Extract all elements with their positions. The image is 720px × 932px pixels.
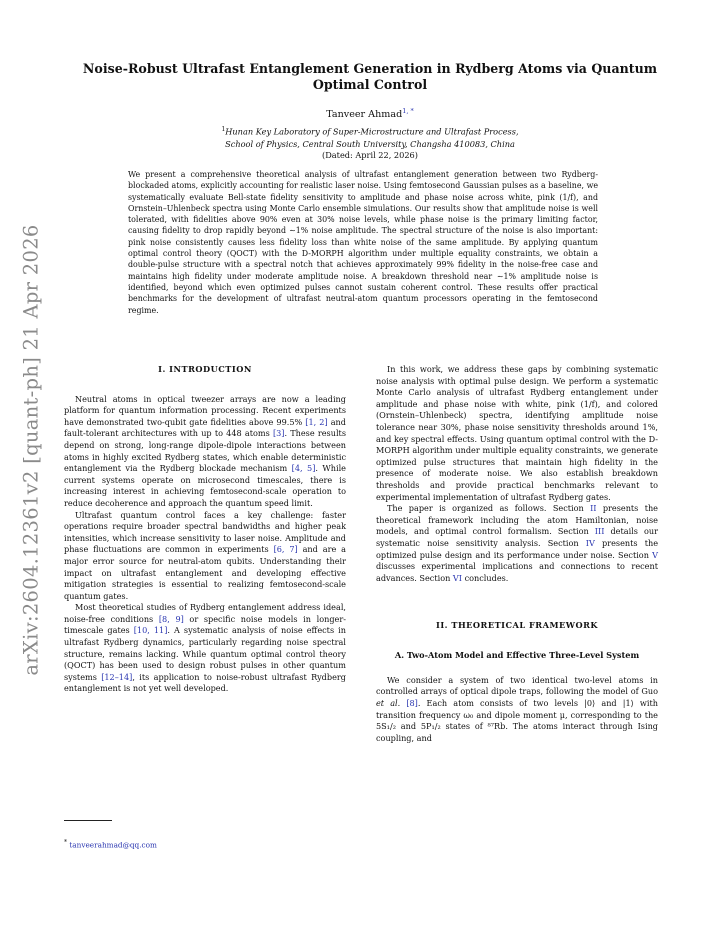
citation-link[interactable]: [3] [272, 428, 285, 439]
right-column [376, 364, 658, 744]
et-al-text: et al. [376, 698, 401, 709]
section-link[interactable]: IV [585, 537, 595, 548]
paragraph-text: discusses experimental implications and connections to recent advances. Section [376, 561, 658, 583]
affiliation-mark: 1 [221, 126, 226, 133]
footnote-rule [64, 820, 112, 821]
paragraph [376, 503, 658, 584]
footnote [64, 839, 157, 849]
affiliation-line-2: School of Physics, Central South University, Changsha 410083, China [225, 138, 515, 149]
affiliation [70, 124, 670, 150]
author-marks[interactable]: 1, * [402, 107, 414, 115]
subsection-heading-two-atom-model: A. Two-Atom Model and Effective Three-Level System [394, 649, 640, 660]
citation-link[interactable]: [8] [406, 698, 418, 709]
author-name: Tanveer Ahmad [326, 109, 403, 121]
paragraph-text: details our systematic noise sensitivity analysis. Section [376, 526, 658, 548]
paragraph: In this work, we address these gaps by combining systematic noise analysis with optimal pulse design. We perform a systematic Monte Carlo analysis of ultrafast Rydberg entanglement under amplitude and phase noise with white, pink (1/f), and colored (Ornstein–Uhlenbeck) spectra, identifying amplitude noise tolerance near 30%, phase noise sensitivity thresholds around 1%, and key spectral effects. Using quantum optimal control with the D-MORPH algorithm under multiple equality constraints, we generate optimized pulse structures that maintain high fidelity in the presence of moderate noise. We also establish breakdown thresholds and provide practical benchmarks relevant to experimental implementation of ultrafast Rydberg gates. [376, 364, 658, 502]
paragraph-text: . Each atom consists of two levels |0⟩ and |1⟩ with transition frequency ω₀ and dipole moment μ, corresponding to the 5S₁/₂ and 5P₁/₂ states of ⁸⁷Rb. The atoms interact through Ising coupling, and [376, 698, 658, 743]
paragraph-text: Most theoretical studies of Rydberg entanglement address ideal, noise-free conditions [64, 602, 346, 624]
section-link[interactable]: II [590, 503, 597, 514]
footnote-mark: * [64, 839, 68, 846]
paragraph-text: and are a major error source for neutral-atom qubits. Understanding their impact on ultrafast entanglement and developing effective mitigation strategies is essential to realizing femtosecond-scale quantum gates. [64, 544, 346, 601]
citation-link[interactable]: [6, 7] [273, 544, 298, 555]
paragraph-text: The paper is organized as follows. Section [387, 503, 591, 514]
affiliation-line-1: Hunan Key Laboratory of Super-Microstructure and Ultrafast Process, [225, 126, 519, 137]
paragraph-text: Neutral atoms in optical tweezer arrays are now a leading platform for quantum information processing. Recent experiments have demonstrated two-qubit gate fidelities above 99.5% [64, 393, 346, 427]
paragraph-text: , its application to noise-robust ultrafast Rydberg entanglement is not yet well developed. [64, 671, 346, 694]
citation-link[interactable]: [12–14] [101, 671, 133, 682]
email-link[interactable]: tanveerahmad@qq.com [69, 840, 157, 850]
paragraph-text: . A systematic analysis of noise effects in ultrafast Rydberg dynamics, particularly regarding noise spectral structure, remains lacking. While quantum optimal control theory (QOCT) has been used to design robust pulses in other quantum systems [64, 625, 346, 682]
section-link[interactable]: III [594, 526, 605, 537]
left-column [64, 364, 346, 695]
paper-title: Noise-Robust Ultrafast Entanglement Generation in Rydberg Atoms via Quantum Optimal Control [82, 61, 658, 92]
citation-link[interactable]: [1, 2] [305, 416, 328, 427]
paragraph [64, 602, 346, 695]
paragraph-text: Ultrafast quantum control faces a key challenge: faster operations require broader spectral bandwidths and higher peak intensities, which increase sensitivity to laser noise. Amplitude and phase fluctuations are common in experiments [64, 509, 346, 555]
abstract: We present a comprehensive theoretical analysis of ultrafast entanglement generation between two Rydberg-blockaded atoms, explicitly accounting for realistic laser noise. Using femtosecond Gaussian pulses as a baseline, we systematically evaluate Bell-state fidelity sensitivity to amplitude and phase noise across white, pink (1/f), and Ornstein–Uhlenbeck spectra using Monte Carlo ensemble simulations. Our results show that amplitude noise is well tolerated, with fidelities above 90% even at 30% noise levels, while phase noise is the primary limiting factor, causing fidelity to drop rapidly beyond ∼1% noise amplitude. The spectral structure of the noise is also important: pink noise consistently causes less fidelity loss than white noise of the same amplitude. By applying quantum optimal control theory (QOCT) with the D-MORPH algorithm under multiple equality constraints, we obtain a double-pulse structure with a spectral notch that achieves approximately 99% fidelity in the noise-free case and maintains high fidelity under moderate amplitude noise. A breakdown threshold near ∼1% amplitude noise is identified, beyond which even optimized pulses cannot sustain coherent control. These results offer practical benchmarks for the development of ultrafast neutral-atom quantum processors operating in the femtosecond regime. [128, 170, 598, 315]
section-heading-theoretical-framework: II. THEORETICAL FRAMEWORK [435, 620, 599, 631]
paragraph-text: or specific noise models in longer-timescale gates [64, 613, 346, 636]
citation-link[interactable]: [10, 11] [133, 625, 168, 636]
paragraph [64, 394, 346, 510]
paragraph [64, 510, 346, 603]
paragraph [376, 675, 658, 745]
citation-link[interactable]: [4, 5] [291, 463, 316, 474]
paragraph-text: presents the theoretical framework including the atom Hamiltonian, noise models, and optimal control formalism. Section [376, 503, 658, 537]
paragraph-text: and fault-tolerant architectures with up to 448 atoms [64, 416, 346, 439]
section-heading-introduction: I. INTRODUCTION [158, 364, 252, 374]
paragraph-text: We consider a system of two identical two-level atoms in controlled arrays of optical dipole traps, following the model of Guo [376, 674, 658, 697]
paragraph-text: presents the optimized pulse design and its performance under noise. Section [376, 537, 658, 560]
arxiv-identifier-text: arXiv:2604.12361v2 [quant-ph] 21 Apr 2026 [19, 224, 43, 676]
section-link[interactable]: V [652, 549, 658, 560]
author-line [70, 107, 670, 120]
arxiv-identifier [14, 224, 48, 676]
section-link[interactable]: VI [452, 572, 462, 583]
paragraph-text: . While current systems operate on microsecond timescales, there is increasing interest in achieving femtosecond-scale operation to reduce decoherence and approach the quantum speed limit. [64, 463, 346, 508]
citation-link[interactable]: [8, 9] [158, 613, 184, 624]
paragraph-text: concludes. [461, 572, 509, 583]
paragraph-text: . These results depend on strong, long-range dipole-dipole interactions between atoms in highly excited Rydberg states, which enable deterministic entanglement via the Rydberg blockade mechanism [64, 428, 346, 474]
date-line: (Dated: April 22, 2026) [322, 150, 418, 160]
